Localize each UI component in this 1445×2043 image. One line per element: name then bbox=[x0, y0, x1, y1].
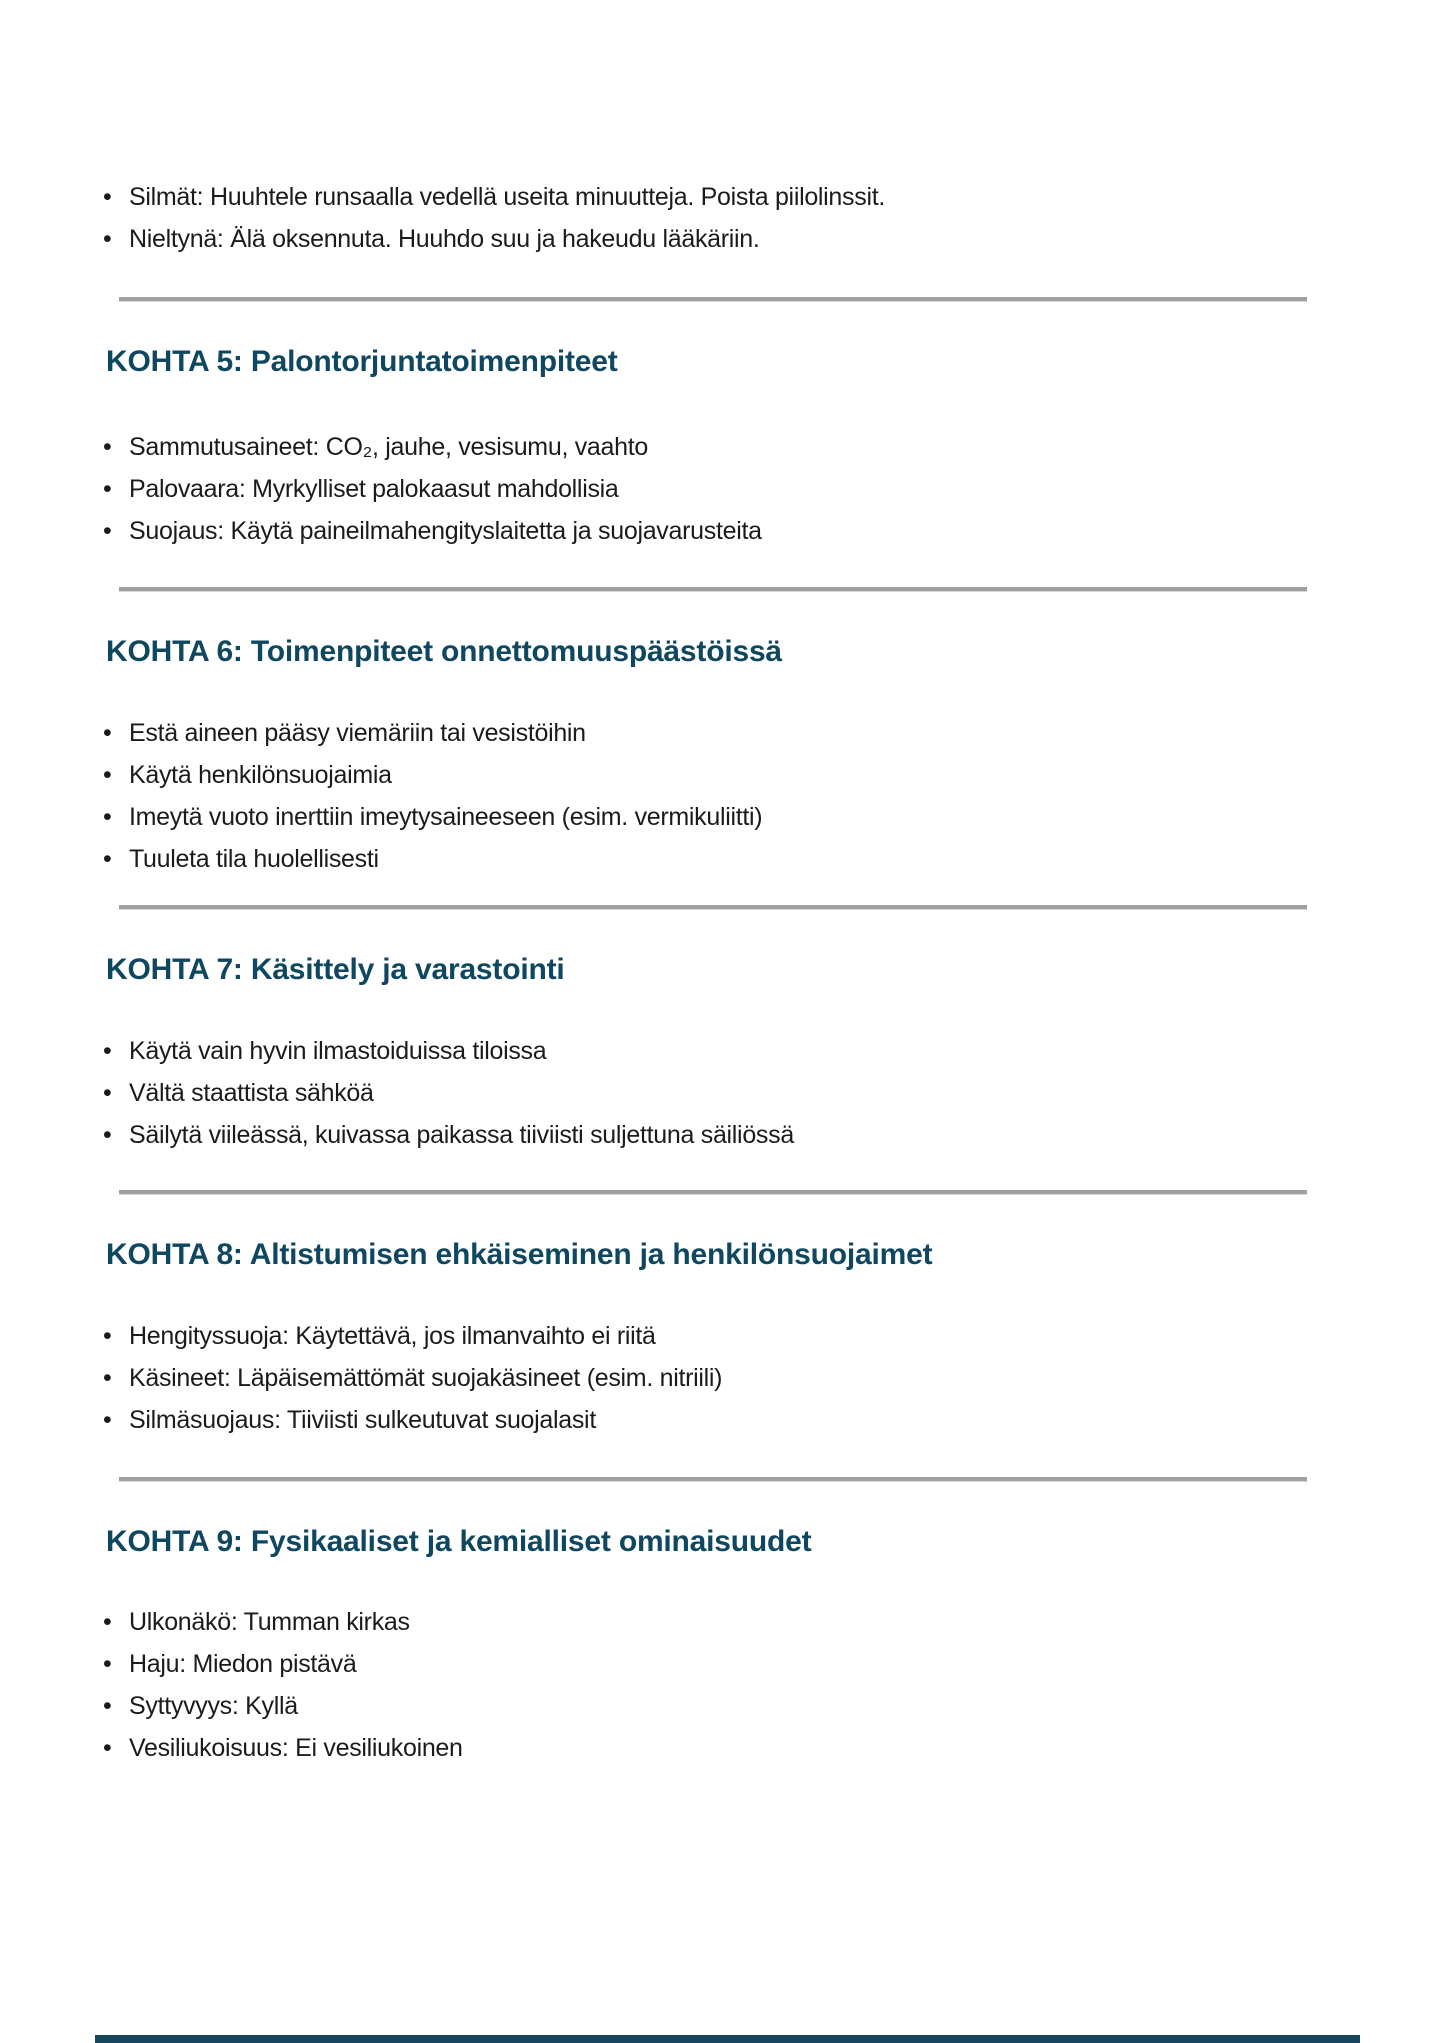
list-item-text: Haju: Miedon pistävä bbox=[129, 1650, 357, 1678]
list-item-text: Estä aineen pääsy viemäriin tai vesistöihin bbox=[129, 719, 586, 747]
list-item-text: Ulkonäkö: Tumman kirkas bbox=[129, 1608, 410, 1636]
list-item bbox=[103, 1315, 1353, 1357]
bullet-icon: • bbox=[103, 225, 112, 253]
kohta-8-bullet-list bbox=[103, 1315, 1353, 1441]
list-item bbox=[103, 468, 1353, 510]
list-item-text: Säilytä viileässä, kuivassa paikassa tiiviisti suljettuna säiliössä bbox=[129, 1121, 794, 1149]
bullet-icon: • bbox=[103, 1692, 112, 1720]
list-item-text: Palovaara: Myrkylliset palokaasut mahdollisia bbox=[129, 475, 619, 503]
list-item-text: Suojaus: Käytä paineilmahengityslaitetta ja suojavarusteita bbox=[129, 517, 762, 545]
bullet-icon: • bbox=[103, 433, 112, 461]
list-item-text: Käytä vain hyvin ilmastoiduissa tiloissa bbox=[129, 1037, 547, 1065]
section-divider bbox=[119, 1477, 1307, 1482]
section-heading-kohta-7: KOHTA 7: Käsittely ja varastointi bbox=[106, 953, 565, 986]
bullet-icon: • bbox=[103, 1121, 112, 1149]
list-item-text: Käsineet: Läpäisemättömät suojakäsineet (esim. nitriili) bbox=[129, 1364, 723, 1392]
list-item bbox=[103, 838, 1353, 880]
section-heading-kohta-6: KOHTA 6: Toimenpiteet onnettomuuspäästöissä bbox=[106, 635, 782, 668]
list-item bbox=[103, 1685, 1353, 1727]
section-divider bbox=[119, 587, 1307, 592]
list-item-text: Käytä henkilönsuojaimia bbox=[129, 761, 392, 789]
list-item bbox=[103, 1114, 1353, 1156]
kohta-5-bullet-list bbox=[103, 426, 1353, 552]
bullet-icon: • bbox=[103, 1406, 112, 1434]
list-item bbox=[103, 1399, 1353, 1441]
list-item bbox=[103, 796, 1353, 838]
kohta-6-bullet-list bbox=[103, 712, 1353, 880]
list-item bbox=[103, 712, 1353, 754]
list-item-text: Silmät: Huuhtele runsaalla vedellä useita minuutteja. Poista piilolinssit. bbox=[129, 183, 885, 211]
list-item-text: Nieltynä: Älä oksennuta. Huuhdo suu ja hakeudu lääkäriin. bbox=[129, 225, 760, 253]
section-divider bbox=[119, 297, 1307, 302]
bullet-icon: • bbox=[103, 1079, 112, 1107]
bullet-icon: • bbox=[103, 803, 112, 831]
list-item bbox=[103, 1643, 1353, 1685]
list-item-text: Sammutusaineet: CO₂, jauhe, vesisumu, vaahto bbox=[129, 433, 648, 461]
bullet-icon: • bbox=[103, 517, 112, 545]
kohta-7-bullet-list bbox=[103, 1030, 1353, 1156]
list-item bbox=[103, 1727, 1353, 1769]
list-item bbox=[103, 1357, 1353, 1399]
list-item bbox=[103, 218, 1353, 260]
list-item bbox=[103, 510, 1353, 552]
section-divider bbox=[119, 905, 1307, 910]
bullet-icon: • bbox=[103, 1322, 112, 1350]
section-heading-kohta-8: KOHTA 8: Altistumisen ehkäiseminen ja henkilönsuojaimet bbox=[106, 1238, 933, 1271]
list-item-text: Vesiliukoisuus: Ei vesiliukoinen bbox=[129, 1734, 463, 1762]
list-item-text: Imeytä vuoto inerttiin imeytysaineeseen (esim. vermikuliitti) bbox=[129, 803, 763, 831]
list-item bbox=[103, 1072, 1353, 1114]
list-item-text: Vältä staattista sähköä bbox=[129, 1079, 374, 1107]
bullet-icon: • bbox=[103, 1364, 112, 1392]
bullet-icon: • bbox=[103, 1650, 112, 1678]
list-item-text: Silmäsuojaus: Tiiviisti sulkeutuvat suojalasit bbox=[129, 1406, 596, 1434]
list-item bbox=[103, 754, 1353, 796]
bullet-icon: • bbox=[103, 719, 112, 747]
intro-bullet-list bbox=[103, 176, 1353, 260]
list-item bbox=[103, 1601, 1353, 1643]
bullet-icon: • bbox=[103, 761, 112, 789]
kohta-9-bullet-list bbox=[103, 1601, 1353, 1769]
list-item-text: Syttyvyys: Kyllä bbox=[129, 1692, 298, 1720]
bullet-icon: • bbox=[103, 475, 112, 503]
bullet-icon: • bbox=[103, 1734, 112, 1762]
list-item-text: Hengityssuoja: Käytettävä, jos ilmanvaihto ei riitä bbox=[129, 1322, 656, 1350]
bullet-icon: • bbox=[103, 1608, 112, 1636]
bullet-icon: • bbox=[103, 183, 112, 211]
bullet-icon: • bbox=[103, 845, 112, 873]
section-heading-kohta-9: KOHTA 9: Fysikaaliset ja kemialliset ominaisuudet bbox=[106, 1525, 812, 1558]
bullet-icon: • bbox=[103, 1037, 112, 1065]
list-item bbox=[103, 426, 1353, 468]
list-item bbox=[103, 176, 1353, 218]
clipped-bottom-element bbox=[95, 2035, 1360, 2043]
section-heading-kohta-5: KOHTA 5: Palontorjuntatoimenpiteet bbox=[106, 345, 618, 378]
list-item-text: Tuuleta tila huolellisesti bbox=[129, 845, 379, 873]
list-item bbox=[103, 1030, 1353, 1072]
section-divider bbox=[119, 1190, 1307, 1195]
